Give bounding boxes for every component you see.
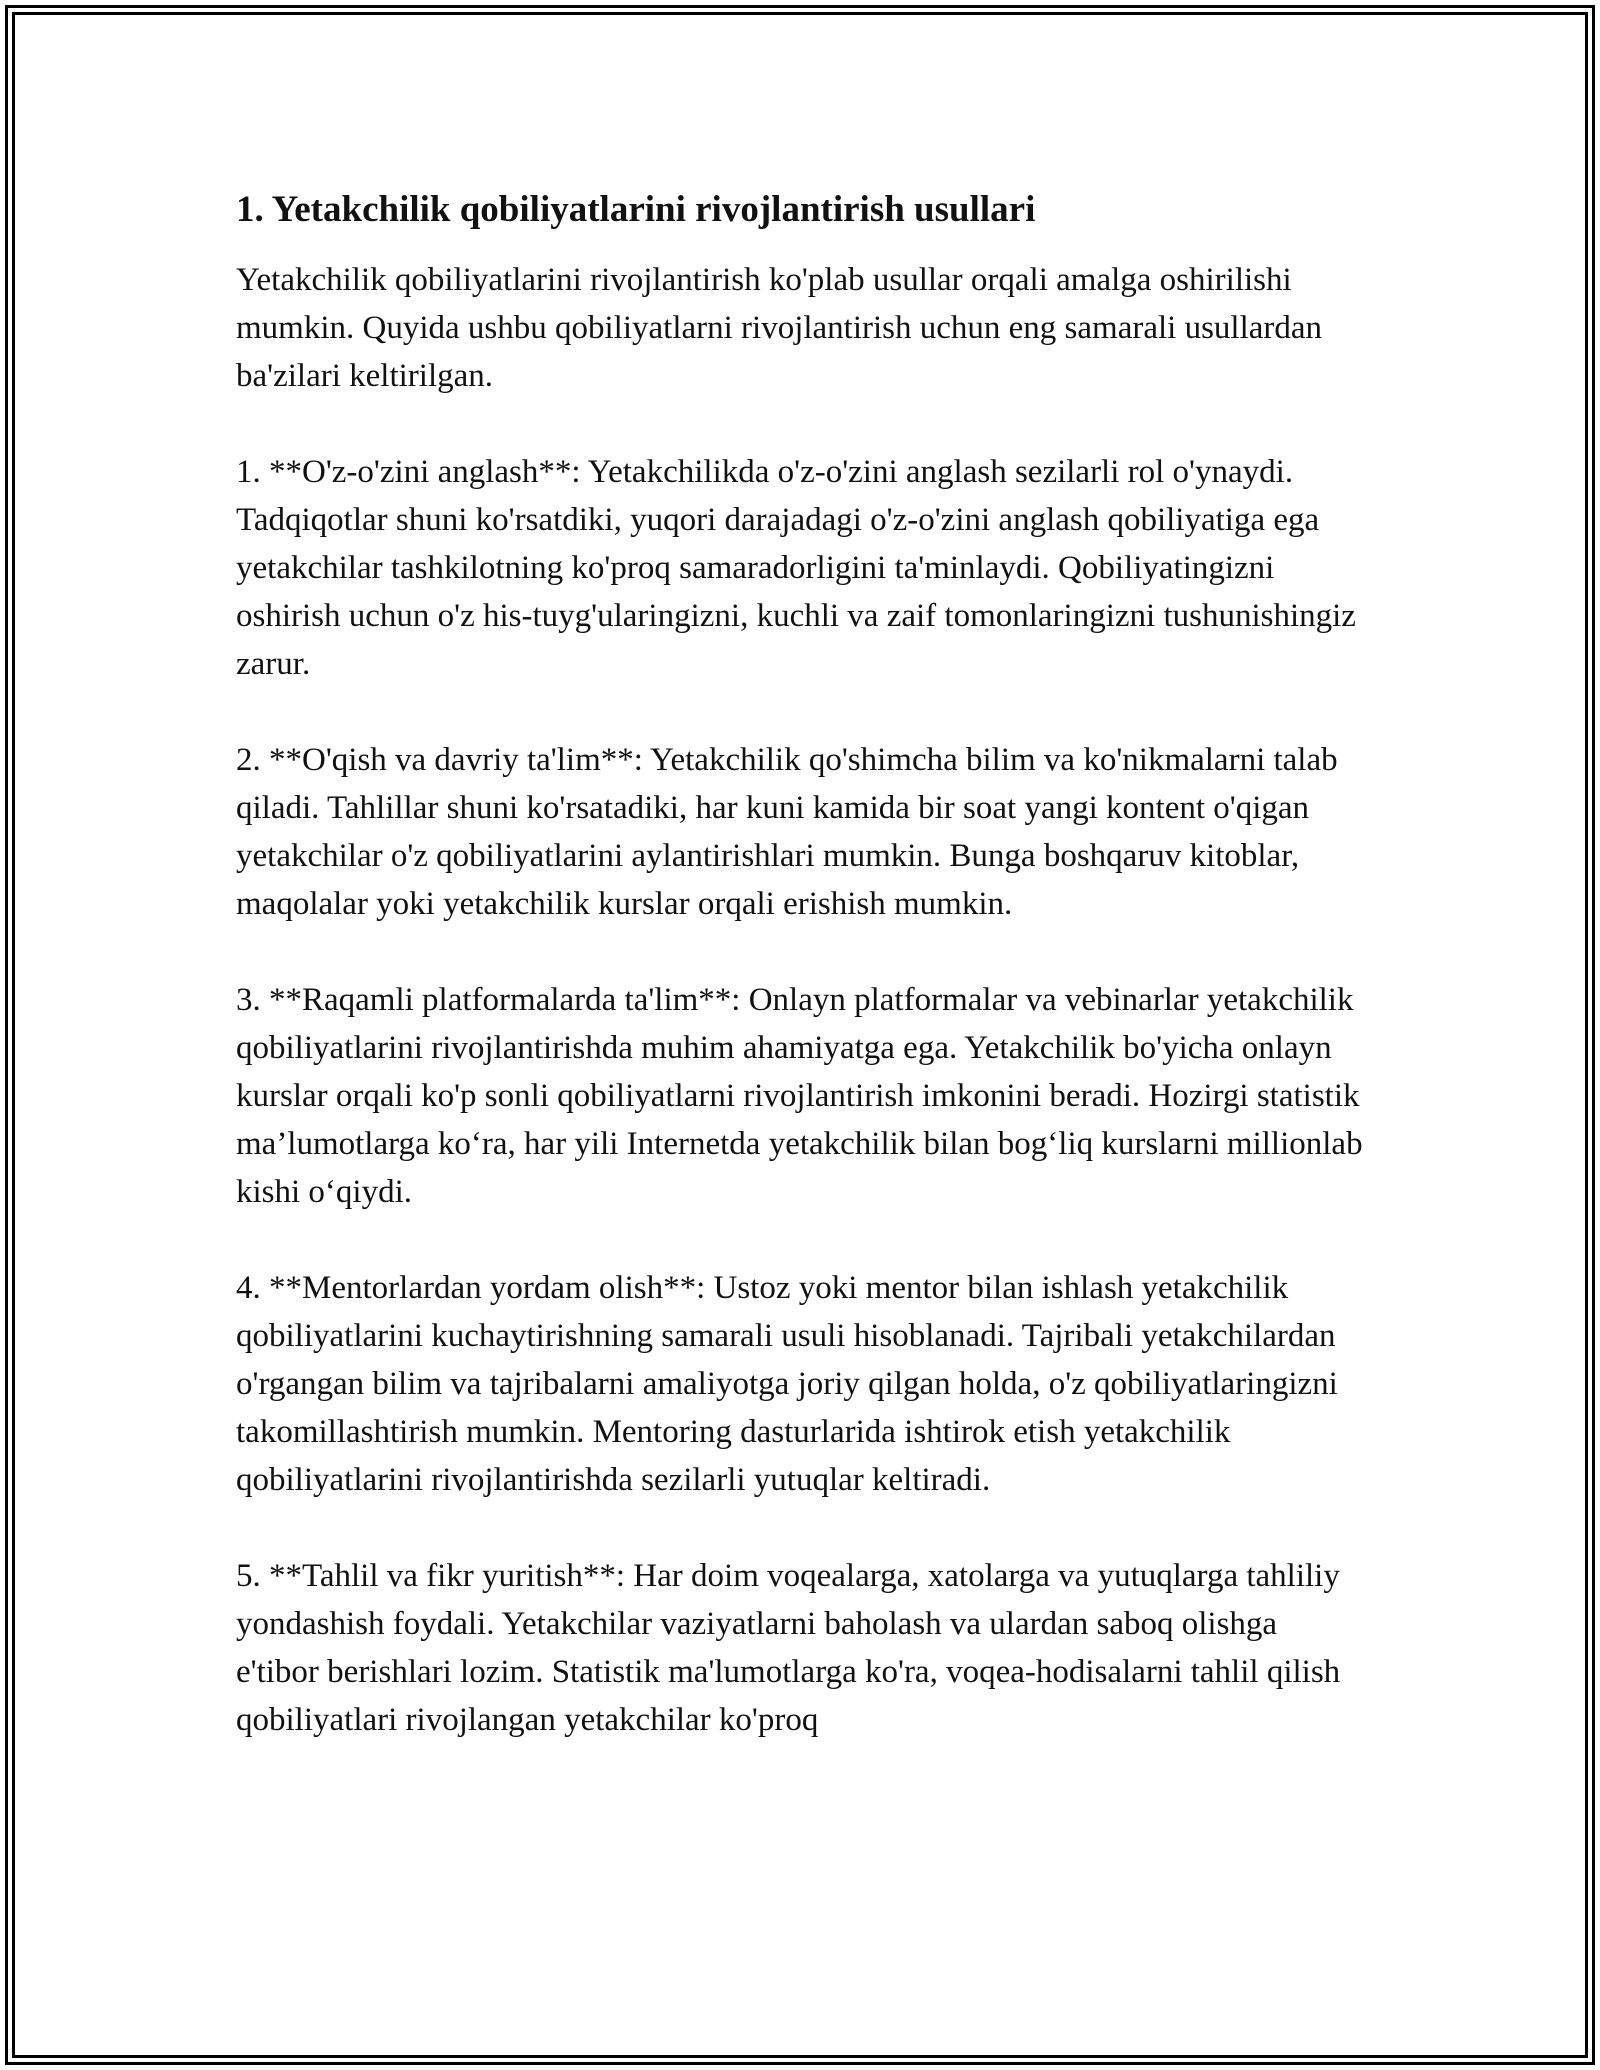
section-heading: 1. Yetakchilik qobiliyatlarini rivojlantirish usullari [236,189,1036,230]
list-item-2: 2. **O'qish va davriy ta'lim**: Yetakchilik qo'shimcha bilim va ko'nikmalarni talab qiladi. Tahlillar shuni ko'rsatadiki, har kuni kamida bir soat yangi kontent o'qigan yetakchilar o'z qobiliyatlarini aylantirishlari mumkin. Bunga boshqaruv kitoblar, maqolalar yoki yetakchilik kurslar orqali erishish mumkin. [236,742,1338,922]
intro-paragraph: Yetakchilik qobiliyatlarini rivojlantirish ko'plab usullar orqali amalga oshirilishi mumkin. Quyida ushbu qobiliyatlarni rivojlantirish uchun eng samarali usullardan ba'zilari keltirilgan. [236,262,1323,394]
list-item-5: 5. **Tahlil va fikr yuritish**: Har doim voqealarga, xatolarga va yutuqlarga tahliliy yondashish foydali. Yetakchilar vaziyatlarni baholash va ulardan saboq olishga e'tibor berishlari lozim. Statistik ma'lumotlarga ko'ra, voqea-hodisalarni tahlil qilish qobiliyatlari rivojlangan yetakchilar ko'proq [236,1558,1341,1738]
list-item-3: 3. **Raqamli platformalarda ta'lim**: Onlayn platformalar va vebinarlar yetakchilik qobiliyatlarini rivojlantirishda muhim ahamiyatga ega. Yetakchilik bo'yicha onlayn kurslar orqali ko'p sonli qobiliyatlarni rivojlantirish imkonini beradi. Hozirgi statistik ma’lumotlarga ko‘ra, har yili Internetda yetakchilik bilan bog‘liq kurslarni millionlab kishi o‘qiydi. [236,982,1363,1210]
list-item-4: 4. **Mentorlardan yordam olish**: Ustoz yoki mentor bilan ishlash yetakchilik qobiliyatlarini kuchaytirishning samarali usuli hisoblanadi. Tajribali yetakchilardan o'rgangan bilim va tajribalarni amaliyotga joriy qilgan holda, o'z qobiliyatlaringizni takomillashtirish mumkin. Mentoring dasturlarida ishtirok etish yetakchilik qobiliyatlarini rivojlantirishda sezilarli yutuqlar keltiradi. [236,1270,1338,1498]
document-body [236,186,1366,1744]
list-item-1: 1. **O'z-o'zini anglash**: Yetakchilikda o'z-o'zini anglash sezilarli rol o'ynaydi. Tadqiqotlar shuni ko'rsatdiki, yuqori darajadagi o'z-o'zini anglash qobiliyatiga ega yetakchilar tashkilotning ko'proq samaradorligini ta'minlaydi. Qobiliyatingizni oshirish uchun o'z his-tuyg'ularingizni, kuchli va zaif tomonlaringizni tushunishingiz zarur. [236,454,1356,682]
